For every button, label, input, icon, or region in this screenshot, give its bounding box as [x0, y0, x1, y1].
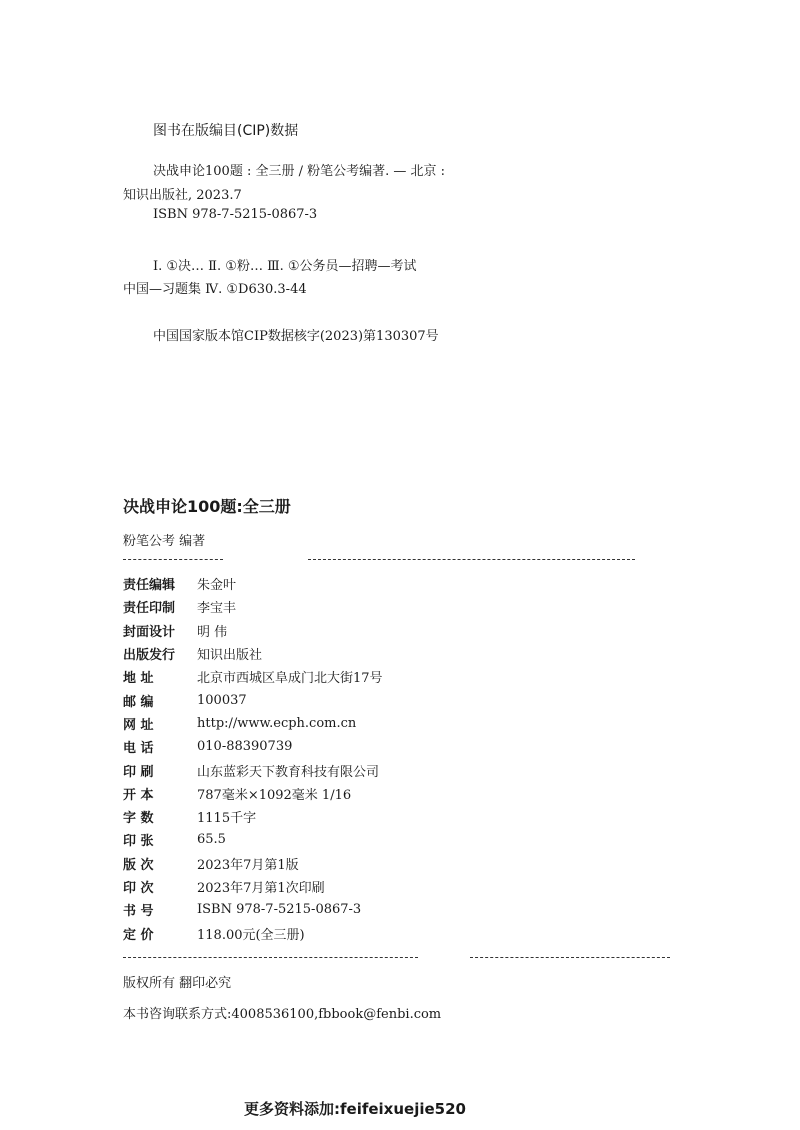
cip-record-number: 中国国家版本馆CIP数据核字(2023)第130307号	[153, 329, 439, 344]
info-row	[123, 758, 383, 781]
info-row	[123, 688, 383, 711]
cip-isbn: ISBN 978-7-5215-0867-3	[153, 207, 318, 222]
info-key: 网 址	[123, 717, 154, 733]
info-value: ISBN 978-7-5215-0867-3	[197, 902, 362, 918]
info-value: 010-88390739	[197, 739, 293, 755]
info-value: 2023年7月第1次印刷	[197, 881, 325, 896]
copyright-notice: 版权所有 翻印必究	[123, 976, 232, 991]
cip-line-4: Ⅰ. ①决… Ⅱ. ①粉… Ⅲ. ①公务员—招聘—考试	[153, 259, 417, 274]
publication-info-list	[123, 572, 383, 945]
info-row	[123, 572, 383, 595]
info-key: 印 刷	[123, 764, 154, 780]
info-value: 朱金叶	[197, 578, 237, 594]
info-value: 118.00元(全三册)	[197, 927, 305, 943]
divider-bottom-right	[470, 957, 670, 958]
info-value: 山东蓝彩天下教育科技有限公司	[197, 764, 380, 780]
info-key: 封面设计	[123, 624, 176, 640]
info-row	[123, 852, 383, 875]
info-key: 印 次	[123, 881, 154, 896]
info-key: 邮 编	[123, 694, 154, 710]
info-row	[123, 595, 383, 618]
info-value: 明 伟	[197, 624, 228, 640]
info-key: 责任印制	[123, 601, 176, 617]
info-row	[123, 665, 383, 688]
info-key: 字 数	[123, 811, 154, 827]
divider-long	[308, 559, 635, 560]
info-row	[123, 782, 383, 805]
info-row	[123, 875, 383, 898]
footer-note: 更多资料添加:feifeixuejie520	[244, 1100, 466, 1118]
info-value: 李宝丰	[197, 601, 237, 617]
cip-line-1: 决战申论100题 : 全三册 / 粉笔公考编著. — 北京 :	[153, 164, 446, 179]
info-value: 北京市西城区阜成门北大街17号	[197, 671, 383, 687]
info-key: 版 次	[123, 857, 154, 873]
info-key: 定 价	[123, 927, 154, 943]
info-value: 2023年7月第1版	[197, 857, 299, 873]
info-key: 开 本	[123, 787, 154, 803]
contact-info: 本书咨询联系方式:4008536100,fbbook@fenbi.com	[123, 1007, 442, 1022]
info-key: 印 张	[123, 834, 154, 850]
info-row	[123, 898, 383, 921]
book-author: 粉笔公考 编著	[123, 534, 206, 549]
info-row	[123, 619, 383, 642]
cip-line-5: 中国—习题集 Ⅳ. ①D630.3-44	[123, 282, 307, 297]
info-key: 出版发行	[123, 648, 176, 664]
info-row	[123, 828, 383, 851]
info-value: 知识出版社	[197, 648, 263, 664]
info-value: 100037	[197, 692, 247, 708]
info-row	[123, 805, 383, 828]
info-key: 书 号	[123, 904, 154, 920]
info-value: 1115千字	[197, 811, 257, 827]
info-value: 787毫米×1092毫米 1/16	[197, 787, 352, 803]
cip-heading: 图书在版编目(CIP)数据	[153, 123, 299, 139]
info-value: 65.5	[197, 832, 226, 848]
info-key: 责任编辑	[123, 578, 176, 594]
divider-short	[123, 559, 223, 560]
info-value: http://www.ecph.com.cn	[197, 715, 357, 731]
info-row	[123, 642, 383, 665]
info-row	[123, 735, 383, 758]
info-row	[123, 921, 383, 944]
info-key: 电 话	[123, 741, 154, 757]
divider-bottom-left	[123, 957, 418, 958]
book-title: 决战申论100题:全三册	[123, 497, 291, 516]
info-key: 地 址	[123, 671, 154, 687]
info-row	[123, 712, 383, 735]
cip-line-2: 知识出版社, 2023.7	[123, 188, 242, 203]
